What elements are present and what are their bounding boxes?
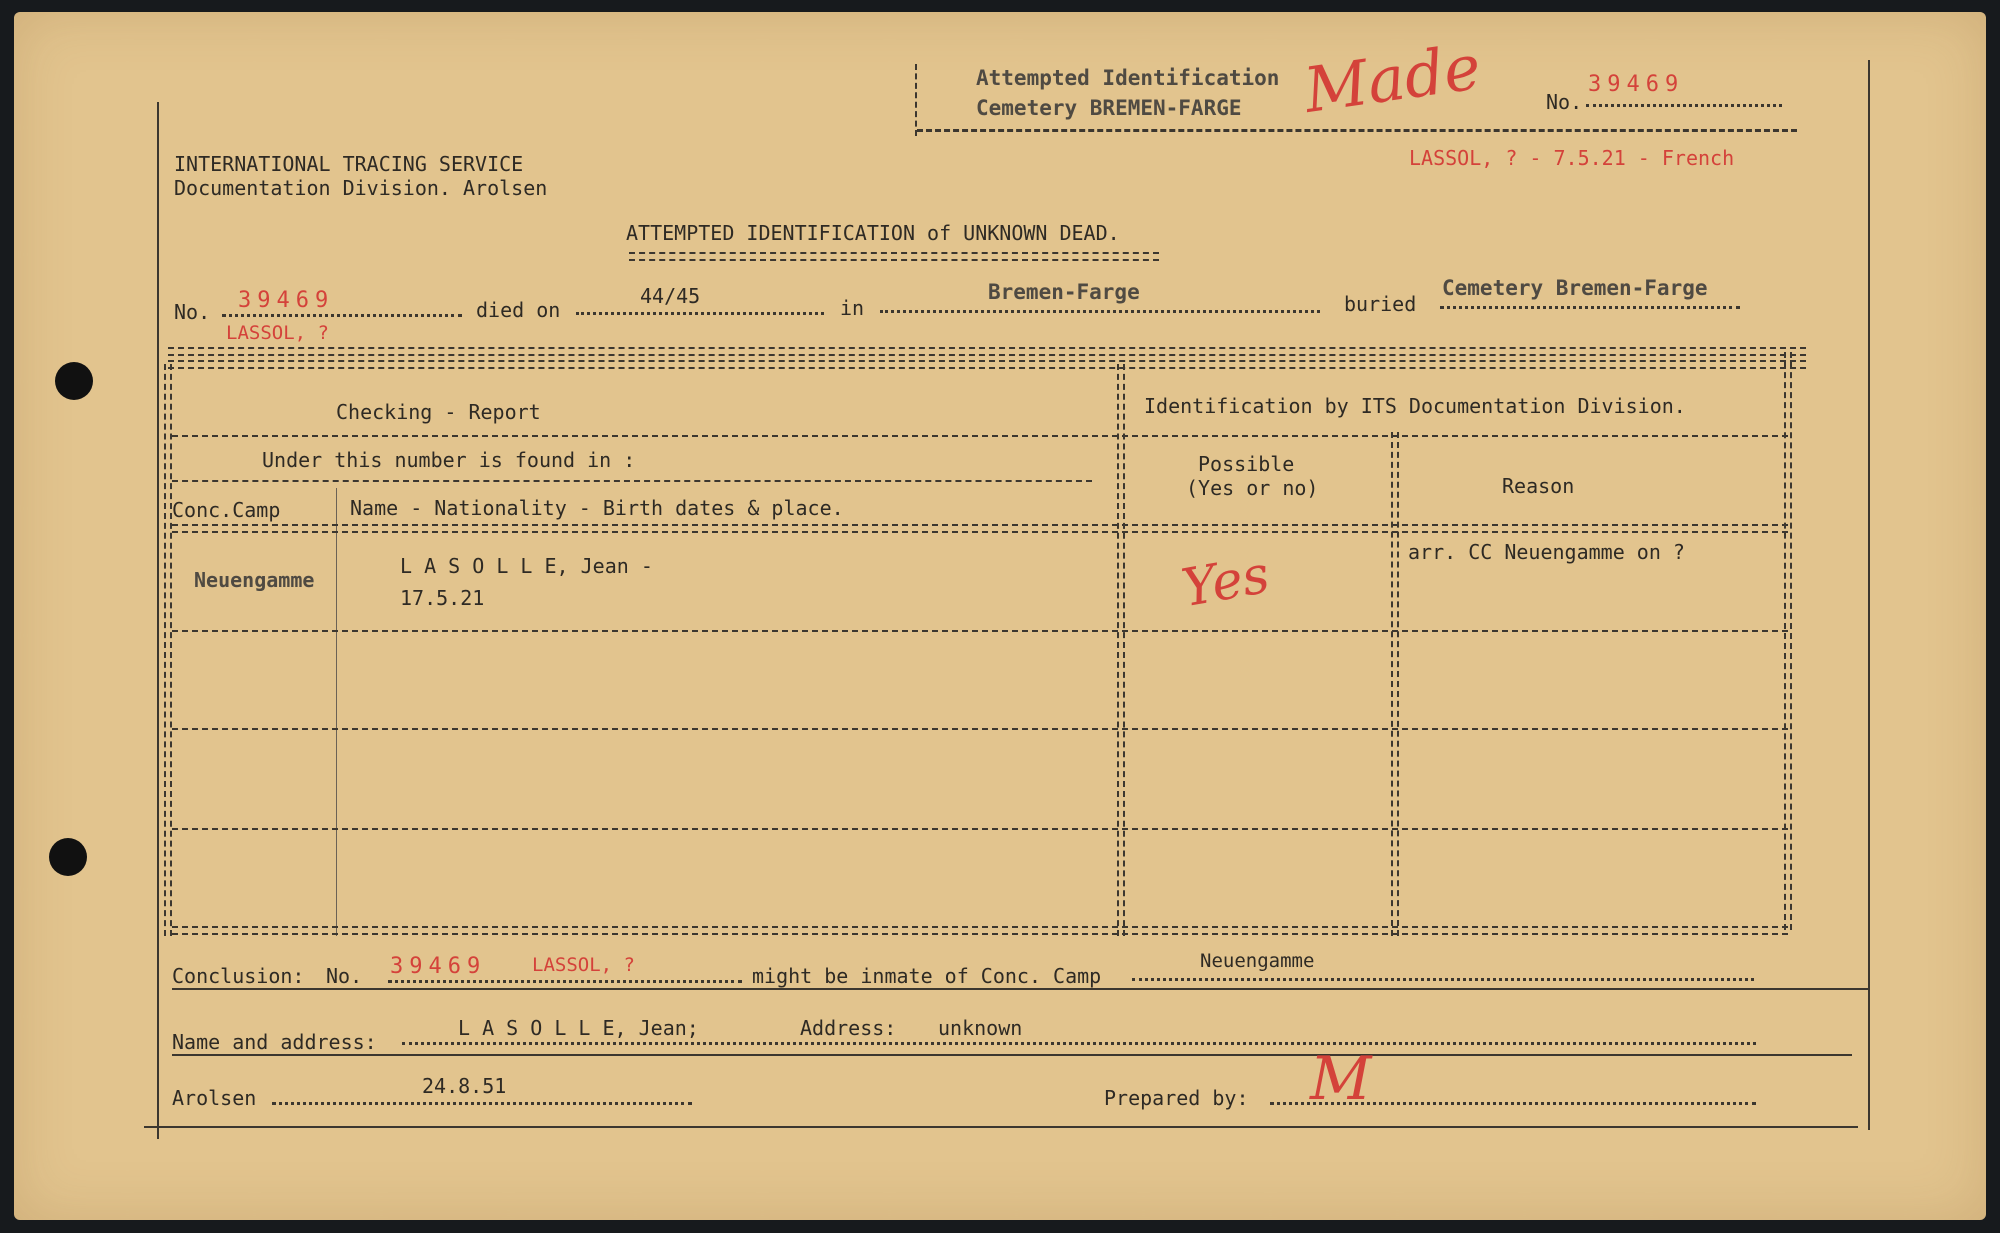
conclusion-rule [172, 988, 1868, 990]
card-left-rule [157, 102, 159, 1139]
conclusion-camp-dots [1132, 978, 1754, 981]
buried-label: buried [1344, 292, 1417, 316]
row-separator-2 [172, 728, 1788, 730]
table-top-rule [168, 347, 1806, 356]
row-possible-yes: Yes [1177, 544, 1274, 620]
col-header-rule [172, 524, 1788, 533]
table-camp-rule [336, 488, 337, 936]
table-top-rule-2 [168, 360, 1806, 369]
stamp-line-2: Cemetery BREMEN-FARGE [976, 96, 1242, 120]
conclusion-no-label: No. [326, 964, 363, 988]
prepared-by-dots [1270, 1102, 1756, 1105]
identification-title: Identification by ITS Documentation Division. [1144, 394, 1686, 418]
died-value: 44/45 [640, 284, 701, 308]
table-right-rule [1784, 352, 1792, 930]
died-dots [576, 312, 824, 315]
checking-report-title: Checking - Report [336, 400, 541, 424]
card-right-rule [1868, 60, 1870, 1130]
table-mid-rule [1117, 364, 1125, 936]
footer-place-label: Arolsen [172, 1086, 257, 1110]
in-value: Bremen-Farge [988, 280, 1140, 304]
row-separator-3 [172, 828, 1788, 830]
conclusion-no-dots [388, 980, 742, 983]
table-left-rule [164, 364, 172, 936]
conclusion-mid-text: might be inmate of Conc. Camp [752, 964, 1102, 988]
row-separator-1 [172, 630, 1788, 632]
row-name: L A S O L L E, Jean - [400, 554, 653, 578]
record-no-value: 39469 [238, 288, 335, 313]
card-bottom-rule [144, 1126, 1858, 1128]
col-header-camp: Conc.Camp [172, 498, 281, 522]
found-in-label: Under this number is found in : [262, 448, 636, 472]
record-no-dots [222, 314, 462, 317]
org-line-1: INTERNATIONAL TRACING SERVICE [174, 152, 524, 176]
col-header-possible-2: (Yes or no) [1186, 476, 1319, 500]
in-dots [880, 310, 1320, 313]
footer-date-value: 24.8.51 [422, 1074, 507, 1098]
stamp-no-value: 39469 [1588, 72, 1685, 97]
prepared-by-label: Prepared by: [1104, 1086, 1249, 1110]
punch-hole-bottom [49, 838, 87, 876]
table-reason-rule [1391, 432, 1399, 936]
handwritten-made: Made [1299, 30, 1486, 127]
stamp-no-dots [1586, 104, 1782, 107]
address-name-value: L A S O L L E, Jean; [458, 1016, 699, 1040]
row-camp: Neuengamme [194, 568, 315, 592]
stamp-line-1: Attempted Identification [976, 66, 1280, 90]
stamp-no-label: No. [1546, 90, 1583, 114]
died-label: died on [476, 298, 561, 322]
row-birth: 17.5.21 [400, 586, 485, 610]
address-rule [172, 1054, 1852, 1056]
page-title: ATTEMPTED IDENTIFICATION of UNKNOWN DEAD. [626, 221, 1120, 245]
table-subheader-rule [172, 435, 1788, 437]
conclusion-name-value: LASSOL, ? [532, 954, 635, 976]
title-underline [629, 252, 1159, 261]
footer-date-dots [272, 1102, 692, 1105]
col-header-reason: Reason [1502, 474, 1575, 498]
prepared-by-initial: M [1310, 1044, 1372, 1114]
in-label: in [840, 296, 865, 320]
buried-dots [1440, 306, 1740, 309]
conclusion-camp-value: Neuengamme [1200, 950, 1315, 972]
address-addr-label: Address: [800, 1016, 897, 1040]
address-addr-value: unknown [938, 1016, 1023, 1040]
address-dots [402, 1042, 1756, 1045]
found-in-rule [172, 480, 1092, 482]
table-bottom-rule [172, 926, 1788, 935]
col-header-possible-1: Possible [1198, 452, 1295, 476]
row-reason: arr. CC Neuengamme on ? [1408, 540, 1685, 564]
col-header-name: Name - Nationality - Birth dates & place. [350, 496, 844, 520]
buried-value: Cemetery Bremen-Farge [1442, 276, 1708, 300]
index-card [14, 12, 1986, 1220]
subject-line: LASSOL, ? - 7.5.21 - French [1409, 146, 1735, 170]
punch-hole-top [55, 362, 93, 400]
conclusion-no-value: 39469 [390, 954, 487, 979]
org-line-2: Documentation Division. Arolsen [174, 176, 548, 200]
stamp-box-left [915, 64, 917, 136]
record-name-line: LASSOL, ? [226, 322, 329, 344]
record-no-label: No. [174, 300, 211, 324]
stamp-box-bottom [917, 129, 1797, 132]
conclusion-label: Conclusion: [172, 964, 305, 988]
address-label: Name and address: [172, 1030, 377, 1054]
